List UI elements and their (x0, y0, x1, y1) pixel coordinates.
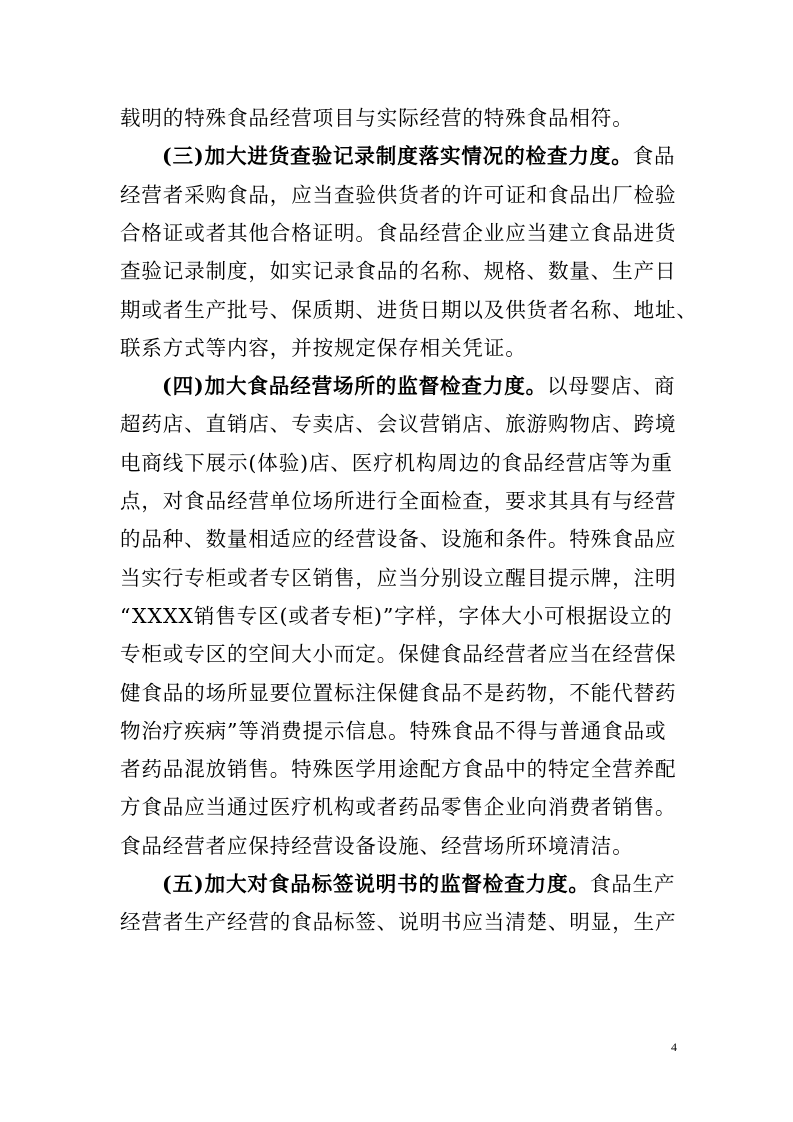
text-line (120, 675, 680, 711)
text-line (120, 445, 680, 481)
text-line (162, 368, 680, 404)
body-text: 点，对食品经营单位场所进行全面检查，要求其具有与经营 (120, 489, 677, 513)
body-text: 当实行专柜或者专区销售，应当分别设立醒目提示牌，注明 (120, 565, 677, 590)
body-text: 食品 (632, 144, 676, 169)
text-line (162, 138, 680, 174)
text-line (120, 560, 680, 596)
text-line (120, 751, 680, 787)
text-line (120, 598, 680, 634)
section-heading: (四)加大食品经营场所的监督检查力度。 (162, 374, 547, 399)
text-line (120, 177, 680, 213)
text-line (120, 713, 680, 749)
text-line (120, 789, 680, 825)
body-text: 者药品混放销售。特殊医学用途配方食品中的特定全营养配 (120, 757, 677, 782)
text-line (120, 330, 680, 366)
text-line (120, 406, 680, 442)
body-text: 联系方式等内容，并按规定保存相关凭证。 (120, 335, 527, 360)
body-text: 载明的特殊食品经营项目与实际经营的特殊食品相符。 (120, 106, 634, 130)
body-text: 方食品应当通过医疗机构或者药品零售企业向消费者销售。 (120, 795, 677, 820)
text-line (120, 292, 698, 328)
text-line (120, 636, 680, 672)
text-line (120, 215, 680, 251)
text-line (162, 866, 680, 902)
body-text: 的品种、数量相适应的经营设备、设施和条件。特殊食品应 (120, 527, 677, 552)
body-text: 健食品的场所显要位置标注保健食品不是药物，不能代替药 (120, 680, 677, 705)
body-text: 超药店、直销店、专卖店、会议营销店、旅游购物店、跨境 (120, 412, 677, 437)
body-text: “XXXX销售专区(或者专柜)”字样，字体大小可根据设立的 (120, 603, 673, 628)
section-heading: (三)加大进货查验记录制度落实情况的检查力度。 (162, 144, 633, 169)
body-text: 专柜或专区的空间大小而定。保健食品经营者应当在经营保 (120, 642, 677, 667)
body-text: 查验记录制度，如实记录食品的名称、规格、数量、生产日 (120, 259, 677, 284)
section-heading: (五)加大对食品标签说明书的监督检查力度。 (162, 872, 590, 896)
body-text: 食品生产 (589, 872, 676, 896)
text-line (120, 253, 680, 289)
text-line (120, 904, 680, 940)
body-text: 经营者生产经营的食品标签、说明书应当清楚、明显，生产 (120, 910, 677, 935)
text-line (120, 483, 680, 519)
body-text: 合格证或者其他合格证明。食品经营企业应当建立食品进货 (120, 220, 677, 245)
body-text: 电商线下展示(体验)店、医疗机构周边的食品经营店等为重 (120, 450, 673, 475)
page-number: 4 (671, 1040, 677, 1054)
text-line (120, 521, 680, 557)
body-text: 经营者采购食品，应当查验供货者的许可证和食品出厂检验 (120, 182, 677, 207)
text-line (120, 100, 680, 136)
body-text: 以母婴店、商 (547, 374, 676, 399)
body-text: 期或者生产批号、保质期、进货日期以及供货者名称、地址、 (120, 297, 698, 322)
body-text: 食品经营者应保持经营设备设施、经营场所环境清洁。 (120, 833, 634, 858)
text-line (120, 828, 680, 864)
body-text: 物治疗疾病”等消费提示信息。特殊食品不得与普通食品或 (120, 718, 667, 743)
